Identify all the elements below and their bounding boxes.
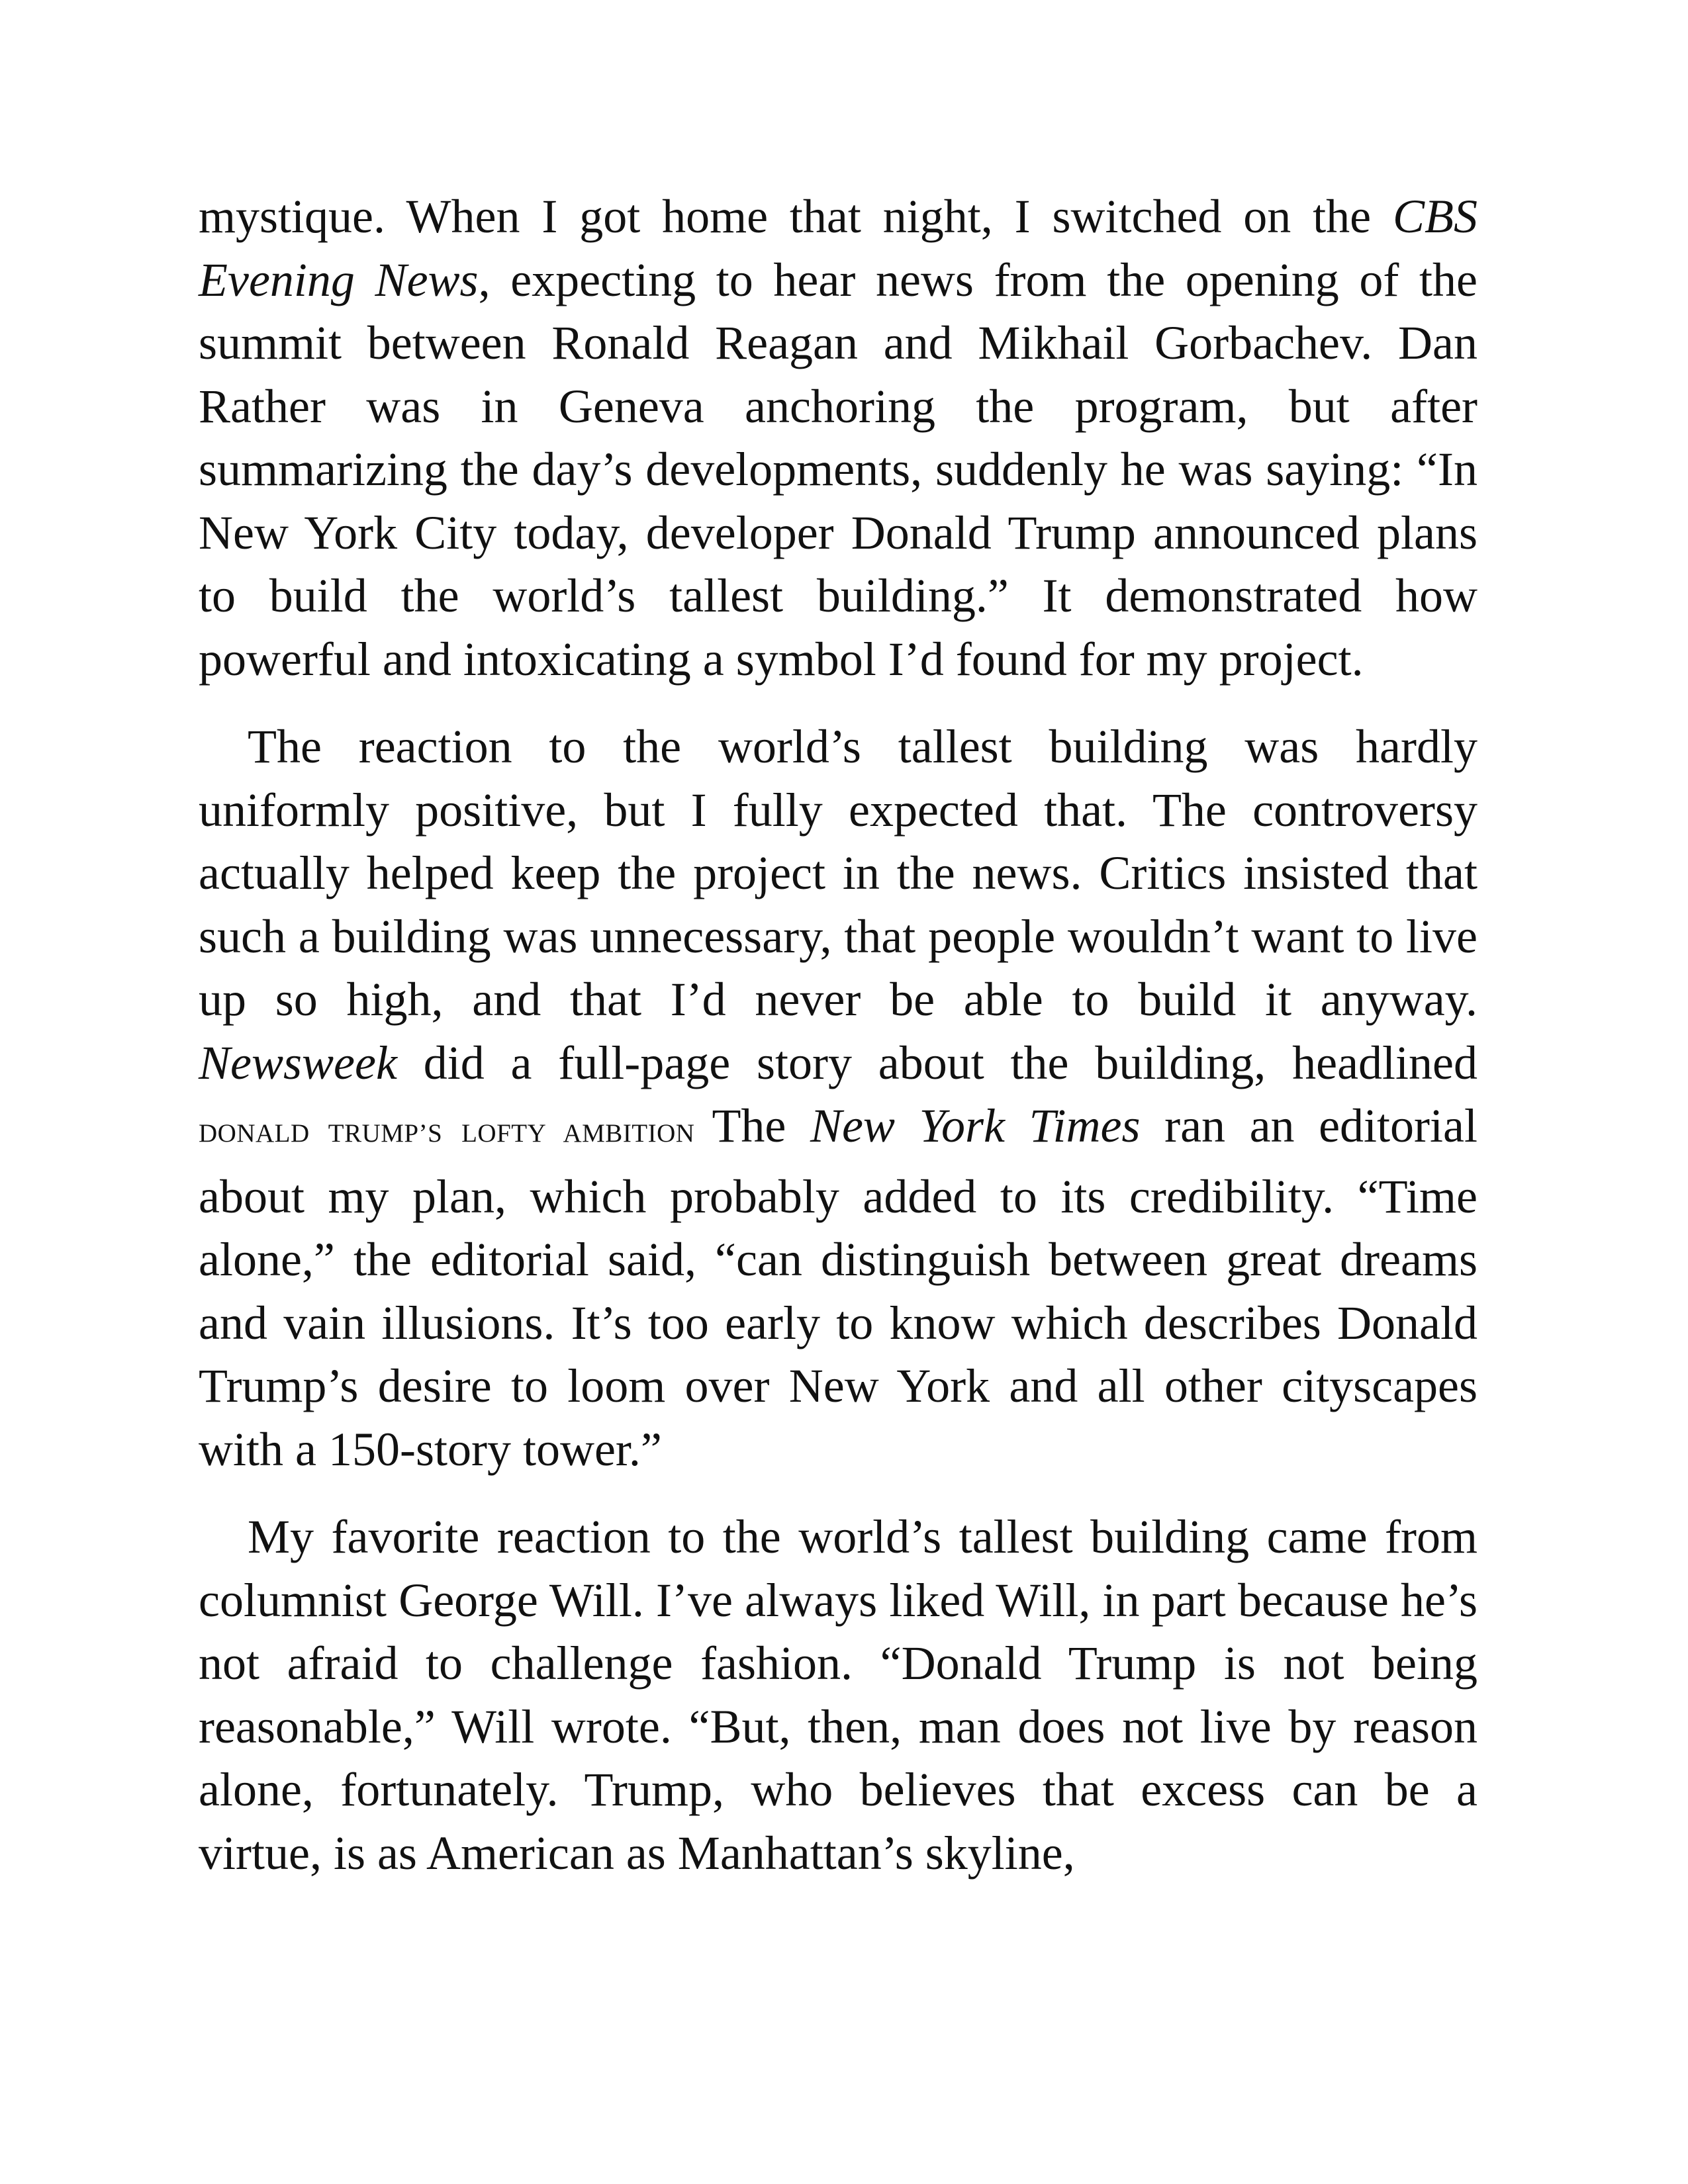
page-body: [199, 185, 1477, 1885]
paragraph-1-text-2: , expecting to hear news from the opening of the summit between Ronald Reagan and Mikhail Gorbachev. Dan Rather was in Geneva anchoring the program, but after summarizing the day’s developments, suddenly he was saying: “In New York City today, developer Donald Trump announced plans to build the world’s tallest building.” It demonstrated how powerful and intoxicating a symbol I’d found for my project.: [199, 253, 1478, 686]
newsweek-title: Newsweek: [199, 1036, 397, 1089]
new-york-times-title: New York Times: [810, 1099, 1141, 1152]
paragraph-2-text-4: ran an editorial about my plan, which probably added to its credibility. “Time alone,” the editorial said, “can distinguish between great dreams and vain illusions. It’s too early to know which describes Donald Trump’s desire to loom over New York and all other cityscapes with a 150-story tower.”: [199, 1099, 1477, 1476]
paragraph-3-text-1: My favorite reaction to the world’s tallest building came from columnist George Will. I’ve always liked Will, in part because he’s not afraid to challenge fashion. “Donald Trump is not being reasonable,” Will wrote. “But, then, man does not live by reason alone, fortunately. Trump, who believes that excess can be a virtue, is as American as Manhattan’s skyline,: [199, 1510, 1477, 1880]
paragraph-2-text-3: The: [712, 1099, 810, 1152]
newsweek-headline: DONALD TRUMP’S LOFTY AMBITION: [199, 1119, 695, 1148]
paragraph-2-text-1: The reaction to the world’s tallest building was hardly uniformly positive, but I fully expected that. The controversy actually helped keep the project in the news. Critics insisted that such a building was unnecessary, that people wouldn’t want to live up so high, and that I’d never be able to build it anyway.: [199, 720, 1477, 1026]
paragraph-1: [199, 185, 1477, 691]
cbs-evening-news-title: CBS Evening News: [199, 190, 1477, 306]
paragraph-2: [199, 715, 1477, 1481]
paragraph-2-text-2: did a full-page story about the building, headlined: [397, 1036, 1477, 1089]
paragraph-1-text-1: mystique. When I got home that night, I switched on the: [199, 190, 1393, 243]
paragraph-3: [199, 1506, 1477, 1885]
